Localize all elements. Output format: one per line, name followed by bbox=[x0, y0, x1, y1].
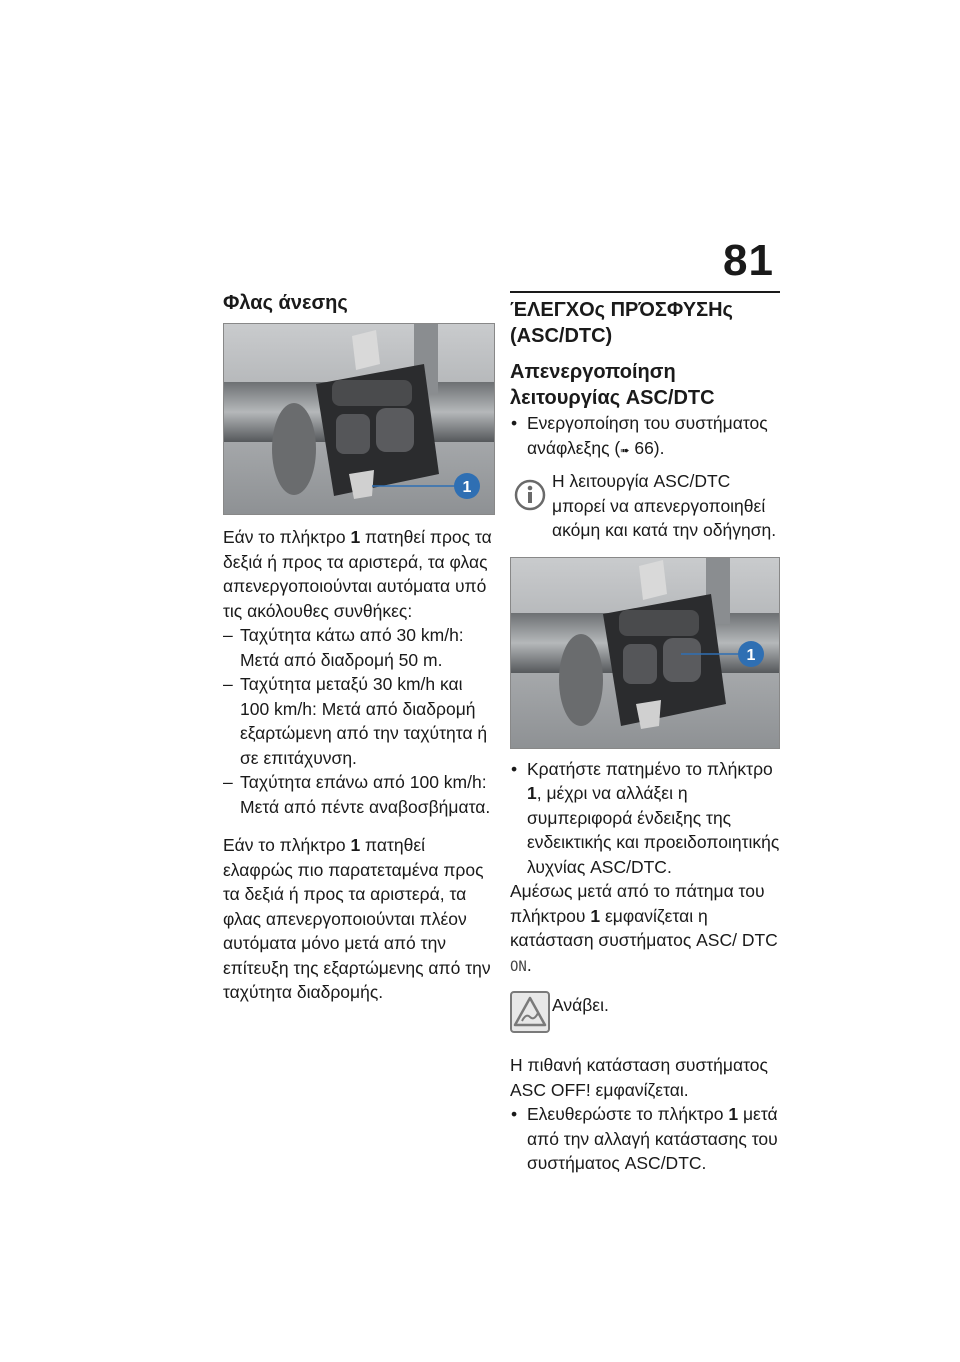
info-icon bbox=[510, 473, 550, 515]
condition-item: – Ταχύτητα μεταξύ 30 km/h και 100 km/h: Μετά από διαδρομή εξαρτώμενη από την ταχύτητα ή σε επιτάχυνση. bbox=[223, 672, 495, 770]
key-reference: 1 bbox=[527, 783, 537, 803]
text: πατηθεί ελαφρώς πιο παρατεταμένα προς τα δεξιά ή προς τα αριστερά, τα φλας απενεργοποιούνται πλέον αυτόματα μόνο μετά από την επίτευξη της εξαρτώμενης από την ταχύτητα διαδρομής. bbox=[223, 835, 491, 1002]
steps-list-2 bbox=[510, 757, 780, 880]
subheading-line: λειτουργίας ASC/DTC bbox=[510, 387, 715, 409]
text: Κρατήστε πατημένο το πλήκτρο bbox=[527, 758, 773, 779]
key-reference: 1 bbox=[350, 527, 361, 547]
text: πατηθεί προς τα δεξιά ή προς τα αριστερά, τα φλας απενεργοποιούνται αυτόματα υπό τις ακόλουθες συνθήκες: bbox=[223, 527, 492, 621]
steps-list-3 bbox=[510, 1102, 780, 1176]
warning-lamp-note bbox=[510, 991, 780, 1043]
paragraph-possible-state: Η πιθανή κατάσταση συστήματος ASC OFF! εμφανίζεται. bbox=[510, 1055, 768, 1100]
paragraph-auto-cancel bbox=[223, 525, 495, 623]
switch-illustration bbox=[224, 324, 494, 514]
left-column bbox=[223, 290, 495, 1005]
handlebar-switch-photo-2 bbox=[510, 557, 780, 749]
text: Ελευθερώστε το πλήκτρο bbox=[527, 1104, 729, 1124]
conditions-list bbox=[223, 623, 495, 819]
text: Αμέσως μετά από το πάτημα του πλήκτρου bbox=[510, 881, 765, 926]
section-title-line: ΈΛΕΓΧΟς ΠΡΌΣΦΥΣΗς bbox=[510, 299, 733, 321]
section-rule bbox=[510, 291, 780, 293]
condition-item: – Ταχύτητα επάνω από 100 km/h: Μετά από πέντε αναβοσβήματα. bbox=[223, 770, 495, 819]
text: , μέχρι να αλλάξει η συμπεριφορά ένδειξης της ενδεικτικής και προειδοποιητικής λυχνίας ASC/DTC. bbox=[527, 783, 780, 877]
callout-1: 1 bbox=[746, 646, 756, 664]
page-number: 81 bbox=[723, 236, 774, 285]
display-state: ON bbox=[510, 958, 527, 975]
subheading-deactivate bbox=[510, 359, 780, 411]
key-reference: 1 bbox=[350, 835, 361, 855]
text: . bbox=[526, 954, 532, 975]
paragraph-extended-press bbox=[223, 833, 495, 1005]
key-reference: 1 bbox=[728, 1104, 739, 1124]
step-item bbox=[510, 1102, 780, 1176]
text: Εάν το πλήκτρο bbox=[223, 835, 351, 855]
info-note bbox=[510, 469, 780, 543]
handlebar-switch-photo-1 bbox=[223, 323, 495, 515]
section-title bbox=[510, 297, 780, 349]
step-item bbox=[510, 757, 780, 880]
steps-list-1 bbox=[510, 411, 780, 463]
section-heading-comfort-indicators: Φλας άνεσης bbox=[223, 292, 348, 314]
callout-1: 1 bbox=[462, 479, 472, 496]
text: εμφανίζεται η κατάσταση συστήματος ASC/ DTC bbox=[510, 905, 778, 950]
key-reference: 1 bbox=[590, 905, 601, 926]
warning-light-icon bbox=[510, 991, 550, 1033]
warning-lamp-text: Ανάβει. bbox=[552, 995, 609, 1015]
section-title-line: (ASC/DTC) bbox=[510, 325, 613, 347]
subheading-line: Απενεργοποίηση bbox=[510, 361, 676, 383]
step-item bbox=[510, 411, 780, 463]
text: Ενεργοποίηση του συστήματος ανάφλεξης ( bbox=[527, 413, 768, 458]
switch-illustration bbox=[511, 558, 779, 748]
page-ref-arrow-icon: ➠ bbox=[620, 444, 630, 457]
paragraph-state-display bbox=[510, 879, 780, 979]
right-column bbox=[510, 291, 780, 1176]
info-note-text: Η λειτουργία ASC/DTC μπορεί να απενεργοποιηθεί ακόμη και κατά την οδήγηση. bbox=[552, 471, 777, 540]
condition-item: – Ταχύτητα κάτω από 30 km/h: Μετά από διαδρομή 50 m. bbox=[223, 623, 495, 672]
text: Εάν το πλήκτρο bbox=[223, 527, 351, 547]
page-ref: 66). bbox=[629, 437, 665, 458]
text: μετά από την αλλαγή κατάστασης του συστήματος ASC/DTC. bbox=[527, 1104, 778, 1173]
